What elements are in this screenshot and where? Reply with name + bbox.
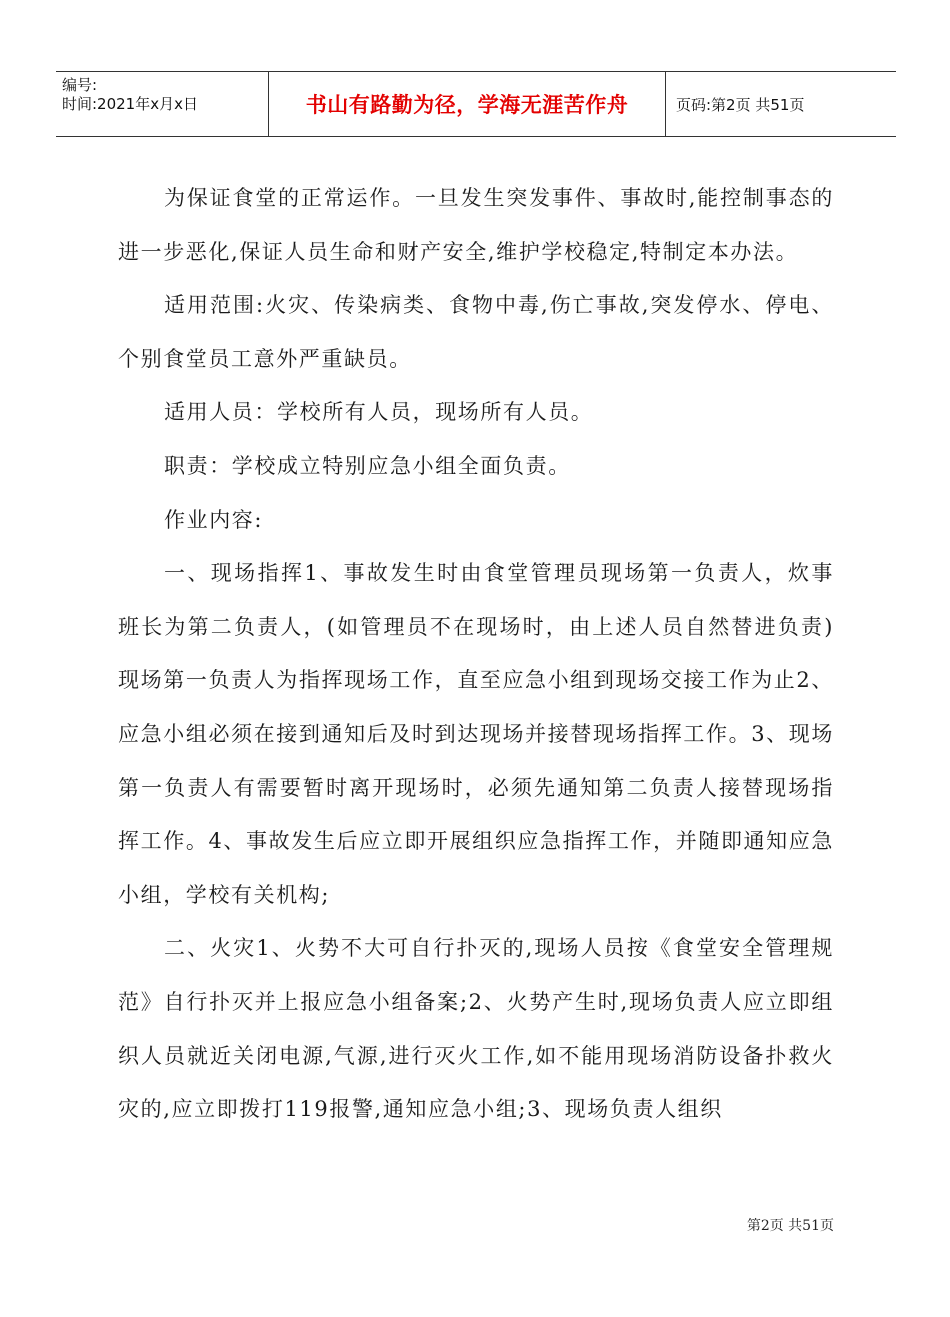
header-page-label: 页码:第2页 共51页 <box>676 95 805 114</box>
document-body <box>118 172 834 1137</box>
paragraph-work-content-heading: 作业内容: <box>164 507 264 532</box>
paragraph-scope: 适用范围:火灾、传染病类、食物中毒,伤亡事故,突发停水、停电、个别食堂员工意外严重缺员。 <box>118 293 834 371</box>
header-motto: 书山有路勤为径，学海无涯苦作舟 <box>269 72 666 136</box>
document-header <box>56 71 896 137</box>
page-footer: 第2页 共51页 <box>746 1218 834 1234</box>
paragraph-on-site-command: 一、现场指挥1、事故发生时由食堂管理员现场第一负责人，炊事班长为第二负责人，(如管理员不在现场时，由上述人员自然替进负责)现场第一负责人为指挥现场工作，直至应急小组到现场交接工作为止2、应急小组必须在接到通知后及时到达现场并接替现场指挥工作。3、现场第一负责人有需要暂时离开现场时，必须先通知第二负责人接替现场指挥工作。4、事故发生后应立即开展组织应急指挥工作，并随即通知应急小组，学校有关机构; <box>118 561 834 907</box>
paragraph-applicable-personnel: 适用人员：学校所有人员，现场所有人员。 <box>164 400 594 425</box>
header-number-label: 编号: <box>62 76 98 94</box>
paragraph-fire: 二、火灾1、火势不大可自行扑灭的,现场人员按《食堂安全管理规范》自行扑灭并上报应急小组备案;2、火势产生时,现场负责人应立即组织人员就近关闭电源,气源,进行灭火工作,如不能用现场消防设备扑救火灾的,应立即拨打119报警,通知应急小组;3、现场负责人组织 <box>118 936 834 1122</box>
paragraph-responsibility: 职责：学校成立特别应急小组全面负责。 <box>164 453 571 478</box>
paragraph-purpose: 为保证食堂的正常运作。一旦发生突发事件、事故时,能控制事态的进一步恶化,保证人员生命和财产安全,维护学校稳定,特制定本办法。 <box>118 186 834 264</box>
header-meta <box>56 72 269 136</box>
header-time-label: 时间:2021年x月x日 <box>62 95 198 113</box>
